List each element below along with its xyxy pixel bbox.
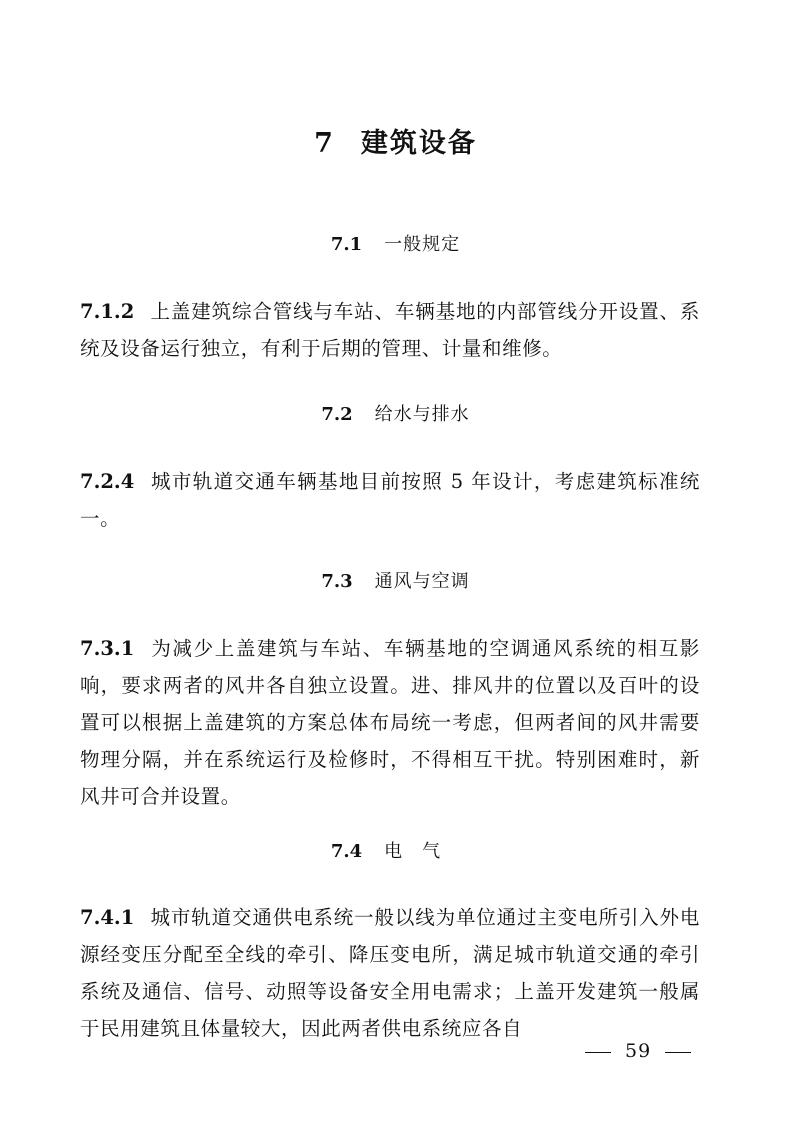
clause-text: 城市轨道交通车辆基地目前按照 5 年设计，考虑建筑标准统一。 xyxy=(80,470,700,530)
section-heading-7-3 xyxy=(0,568,791,596)
section-title: 电气 xyxy=(384,841,461,862)
clause-number: 7.1.2 xyxy=(80,300,135,323)
clause-7-1-2 xyxy=(80,293,700,367)
section-title: 给水与排水 xyxy=(374,404,470,425)
chapter-title xyxy=(0,124,791,164)
section-title: 一般规定 xyxy=(384,234,461,255)
clause-text: 上盖建筑综合管线与车站、车辆基地的内部管线分开设置、系统及设备运行独立，有利于后期的管理、计量和维修。 xyxy=(80,300,700,360)
section-heading-7-4 xyxy=(0,838,791,866)
section-number: 7.1 xyxy=(330,234,363,255)
page-number-dash-right xyxy=(665,1052,691,1053)
section-heading-7-2 xyxy=(0,401,791,429)
chapter-title-text: 建筑设备 xyxy=(360,128,477,159)
clause-number: 7.3.1 xyxy=(80,637,135,660)
page-number-dash-left xyxy=(585,1052,611,1053)
clause-7-2-4 xyxy=(80,463,700,537)
section-heading-7-1 xyxy=(0,231,791,259)
clause-7-3-1 xyxy=(80,630,700,815)
page-number xyxy=(585,1037,691,1065)
section-title: 通风与空调 xyxy=(374,571,470,592)
section-number: 7.4 xyxy=(330,841,363,862)
chapter-number: 7 xyxy=(314,128,335,159)
clause-text: 城市轨道交通供电系统一般以线为单位通过主变电所引入外电源经变压分配至全线的牵引、降压变电所，满足城市轨道交通的牵引系统及通信、信号、动照等设备安全用电需求；上盖开发建筑一般属于民用建筑且体量较大，因此两者供电系统应各自 xyxy=(80,906,700,1040)
clause-text: 为减少上盖建筑与车站、车辆基地的空调通风系统的相互影响，要求两者的风井各自独立设置。进、排风井的位置以及百叶的设置可以根据上盖建筑的方案总体布局统一考虑，但两者间的风井需要物理分隔，并在系统运行及检修时，不得相互干扰。特别困难时，新风井可合并设置。 xyxy=(80,637,700,808)
section-number: 7.3 xyxy=(321,571,353,592)
clause-number: 7.4.1 xyxy=(80,906,135,929)
page-number-value: 59 xyxy=(625,1040,652,1062)
clause-7-4-1 xyxy=(80,899,700,1047)
clause-number: 7.2.4 xyxy=(80,470,135,493)
section-number: 7.2 xyxy=(321,404,353,425)
